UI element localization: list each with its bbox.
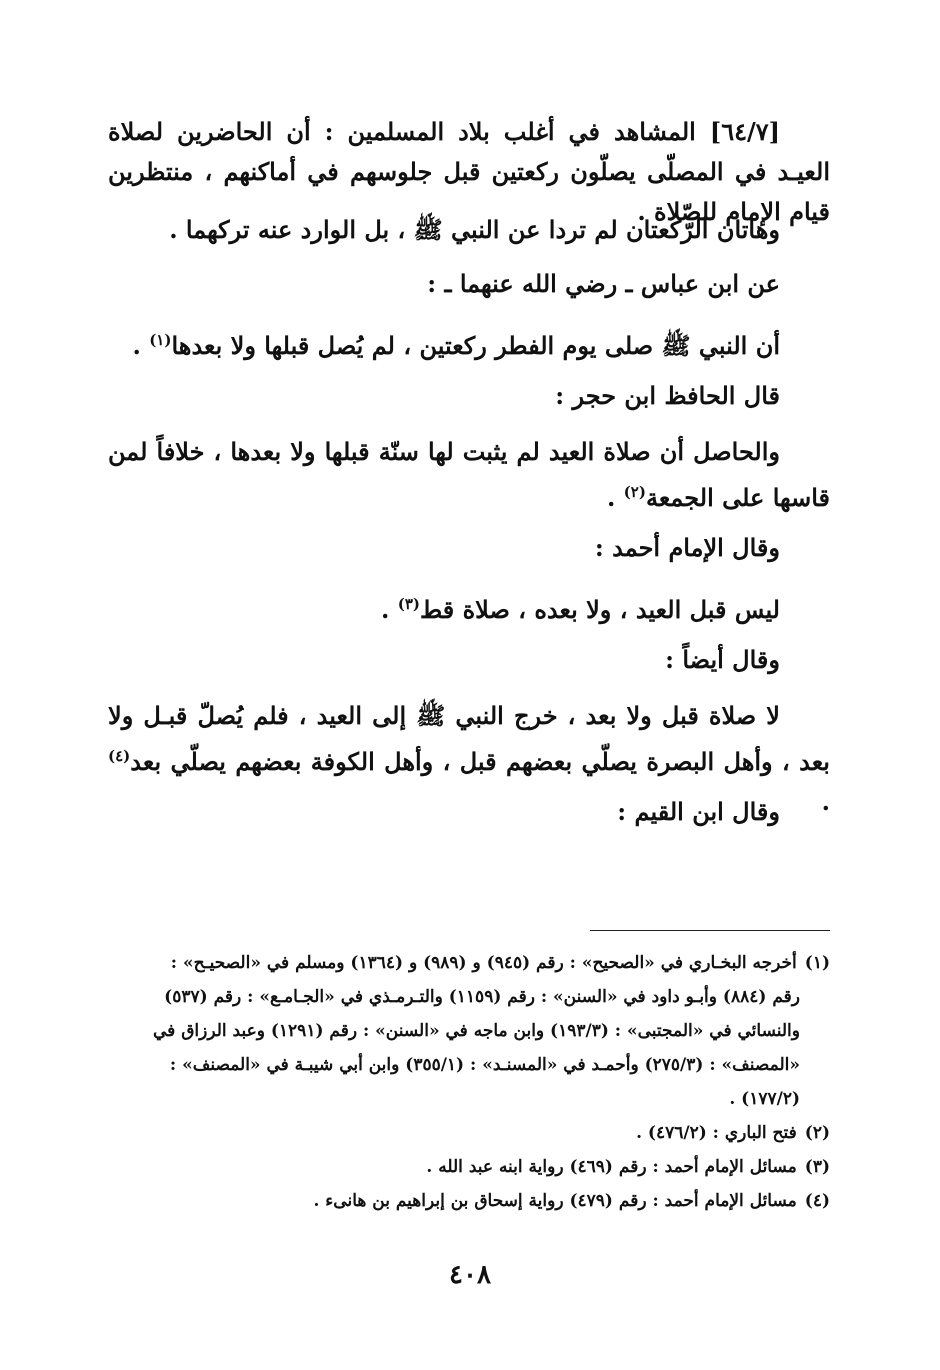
footnote-line: والنسائي في «المجتبى» : (١٩٣/٣) وابن ماجه في «السنن» : رقم (١٢٩١) وعبد الرزاق في xyxy=(153,1021,800,1041)
footnote-line: (١٧٧/٢) . xyxy=(729,1089,800,1109)
footnote-ref-4: (٤) xyxy=(108,747,131,765)
paragraph-11: وقال ابن القيم : xyxy=(617,797,780,826)
paragraph-4: أن النبي ﷺ صلى يوم الفطر ركعتين ، لم يُصل قبلها ولا بعدها$^{(١)}$ . xyxy=(132,331,780,360)
paragraph-6: والحاصل أن صلاة العيد لم يثبت لها سنّة قبلها ولا بعدها ، خلافاً لمن قاسها على الجمعة$^{(٢)}$ . xyxy=(108,437,830,512)
footnote-1 xyxy=(108,946,830,1116)
footnote-ref-2: (٢) xyxy=(623,483,646,501)
paragraph-7: وقال الإمام أحمد : xyxy=(594,533,780,562)
paragraph-1: [٦٤/٧] المشاهد في أغلب بلاد المسلمين : أن الحاضرين لصلاة العيـد في المصلّى يصلّون ركعتين قبل جلوسهم في أماكنهم ، منتظرين قيام الإمام للصّلاة . xyxy=(108,117,830,226)
paragraph-8: ليس قبل العيد ، ولا بعده ، صلاة قط$^{(٣)}$ . xyxy=(380,595,780,624)
paragraph-3: عن ابن عباس ـ رضي الله عنهما ـ : xyxy=(427,269,780,298)
footnote-number: (١) xyxy=(804,953,830,973)
footnote-line: رقم (٨٨٤) وأبـو داود في «السنن» : رقم (١١٥٩) والتـرمـذي في «الجـامـع» : رقم (٥٣٧) xyxy=(164,987,800,1007)
footnote-3: (٣)مسائل الإمام أحمد : رقم (٤٦٩) رواية ابنه عبد الله . xyxy=(426,1157,830,1177)
footnote-2: (٢)فتح الباري : (٤٧٦/٢) . xyxy=(636,1123,830,1143)
footnote-number: (٤) xyxy=(804,1191,830,1211)
footnote-separator xyxy=(590,930,830,931)
footnotes xyxy=(108,946,830,1218)
footnote-number: (٢) xyxy=(804,1123,830,1143)
paragraph-10: لا صلاة قبل ولا بعد ، خرج النبي ﷺ إلى العيد ، فلم يُصلّ قبـل ولا بعد ، وأهل البصرة يصلّي بعضهم قبل ، وأهل الكوفة بعضهم يصلّي بعد$^{(٤)}$ . xyxy=(108,701,830,816)
paragraph-5: قال الحافظ ابن حجر : xyxy=(555,381,780,410)
footnote-line: (١)أخرجه البخـاري في «الصحيح» : رقم (٩٤٥) و (٩٨٩) و (١٣٦٤) ومسلم في «الصحيـح» : xyxy=(170,953,830,973)
page-number: ٤٠٨ xyxy=(449,1260,491,1290)
footnote-line: «المصنف» : (٢٧٥/٣) وأحمـد في «المسنـد» : (٣٥٥/١) وابن أبي شيبـة في «المصنف» : xyxy=(169,1055,800,1075)
paragraph-9: وقال أيضاً : xyxy=(665,645,780,674)
footnote-ref-1: (١) xyxy=(149,331,172,349)
footnote-ref-3: (٣) xyxy=(397,595,420,613)
footnote-number: (٣) xyxy=(804,1157,830,1177)
paragraph-2: وهاتان الرّكعتان لم تردا عن النبي ﷺ ، بل الوارد عنه تركهما . xyxy=(169,215,780,244)
footnote-4: (٤)مسائل الإمام أحمد : رقم (٤٧٩) رواية إسحاق بن إبراهيم بن هانىء . xyxy=(313,1191,830,1211)
